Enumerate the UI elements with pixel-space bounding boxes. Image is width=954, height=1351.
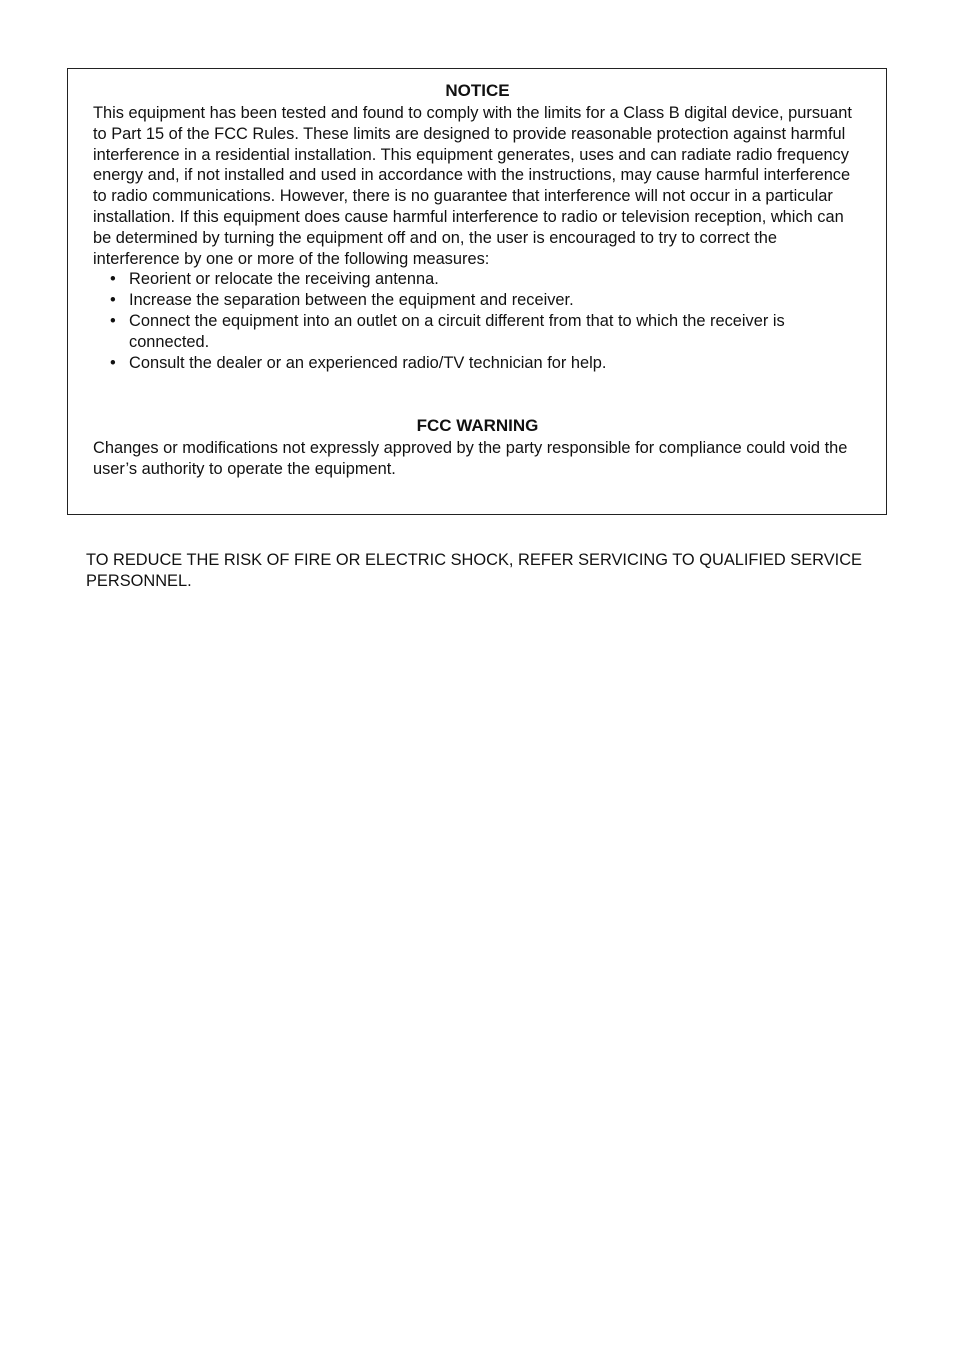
- list-item: [110, 269, 862, 290]
- measure-text: Reorient or relocate the receiving antenna.: [129, 270, 439, 289]
- notice-box: [67, 68, 887, 515]
- bullet-icon: •: [110, 291, 116, 310]
- section-gap: [93, 373, 862, 416]
- risk-notice: TO REDUCE THE RISK OF FIRE OR ELECTRIC SHOCK, REFER SERVICING TO QUALIFIED SERVICE PERSONNEL.: [86, 551, 862, 590]
- measure-text: Consult the dealer or an experienced radio/TV technician for help.: [129, 353, 607, 372]
- list-item: [110, 311, 862, 353]
- bullet-icon: •: [110, 353, 116, 372]
- measure-text: Increase the separation between the equipment and receiver.: [129, 291, 574, 310]
- fcc-warning-body: Changes or modifications not expressly approved by the party responsible for compliance could void the user’s authority to operate the equipment.: [93, 439, 848, 479]
- bullet-icon: •: [110, 311, 116, 330]
- measures-list: [93, 269, 862, 373]
- notice-body: This equipment has been tested and found to comply with the limits for a Class B digital device, pursuant to Part 15 of the FCC Rules. These limits are designed to provide reasonable protection against harmful interference in a residential installation. This equipment generates, uses and can radiate radio frequency energy and, if not installed and used in accordance with the instructions, may cause harmful interference to radio communications. However, there is no guarantee that interference will not occur in a particular installation. If this equipment does cause harmful interference to radio or television reception, which can be determined by turning the equipment off and on, the user is encouraged to try to correct the interference by one or more of the following measures:: [93, 104, 852, 268]
- bullet-icon: •: [110, 270, 116, 289]
- list-item: [110, 290, 862, 311]
- measure-text: Connect the equipment into an outlet on a circuit different from that to which the receiver is connected.: [129, 311, 785, 351]
- notice-title: NOTICE: [445, 81, 510, 100]
- list-item: [110, 353, 862, 374]
- fcc-warning-title: FCC WARNING: [416, 416, 539, 436]
